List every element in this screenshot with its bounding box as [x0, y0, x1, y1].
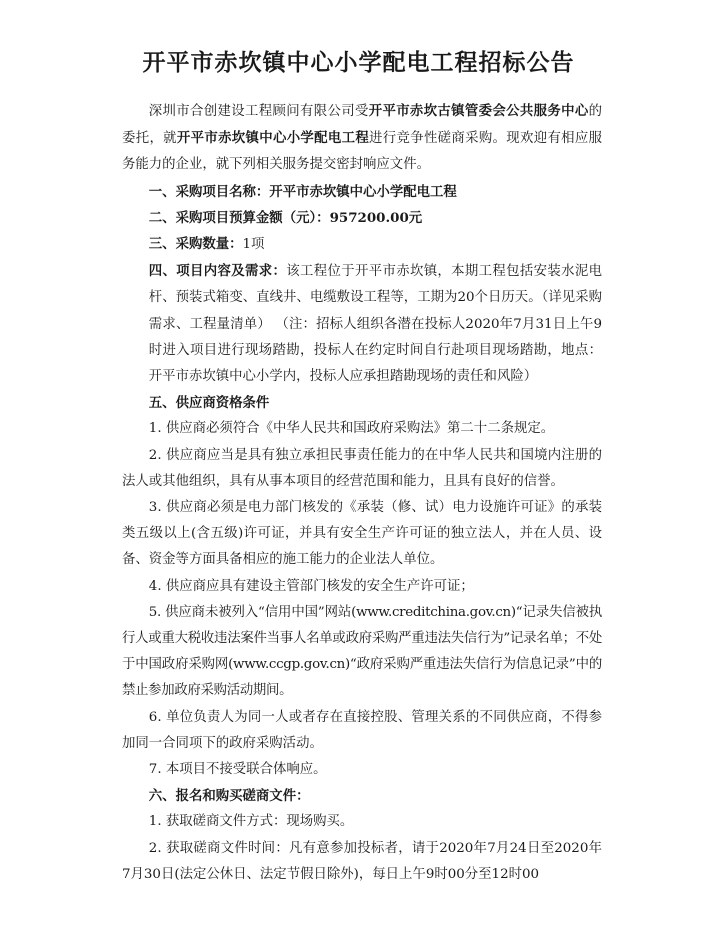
qualification-7: 7. 本项目不接受联合体响应。 [148, 762, 327, 778]
intro-agency: 开平市赤坎古镇管委会公共服务中心 [368, 103, 589, 119]
item-project-name: 一、采购项目名称：开平市赤坎镇中心小学配电工程 [148, 183, 457, 200]
document-body [122, 98, 602, 888]
intro-text-2: 的委托，就 [122, 104, 602, 147]
item-quantity [122, 231, 602, 258]
item-content-text: 该工程位于开平市赤坎镇，本期工程包括安装水泥电杆、预装式箱变、直线井、电缆敷设工程等，工期为20个日历天。（详见采购需求、工程量清单） （注：招标人组织各潜在投标人2020年7月31日上午9时进入项目进行现场踏勘，投标人在约定时间自行赴项目现场踏勘，地点：开平市赤坎镇中心小学内，投标人应承担踏勘现场的责任和风险） [148, 264, 603, 385]
registration-2: 2. 获取磋商文件时间：凡有意参加投标者，请于2020年7月24日至2020年7月30日(法定公休日、法定节假日除外)，每日上午9时00分至12时00 [122, 840, 602, 882]
intro-text-3: 进行竞争性磋商采购。现欢迎有相应服务能力的企业，就下列相关服务提交密封响应文件。 [122, 131, 603, 173]
item-quantity-label: 三、采购数量： [148, 236, 243, 253]
item-content-label: 四、项目内容及需求： [148, 263, 287, 280]
qualification-1: 1. 供应商必须符合《中华人民共和国政府采购法》第二十二条规定。 [148, 421, 555, 437]
item-quantity-value: 1项 [242, 237, 265, 253]
intro-paragraph [122, 98, 602, 179]
registration-1: 1. 获取磋商文件方式：现场购买。 [148, 814, 354, 830]
document-title: 开平市赤坎镇中心小学配电工程招标公告 [142, 50, 575, 76]
qualification-5: 5. 供应商未被列入“信用中国”网站(www.creditchina.gov.cn)“记录失信被执行人或重大税收违法案件当事人名单或政府采购严重违法失信行为”记录名单；不处于中国政府采购网(www.ccgp.gov.cn)“政府采购严重违法失信行为信息记录”中的禁止参加政府采购活动期间。 [122, 604, 602, 699]
section5-heading: 五、供应商资格条件 [148, 395, 270, 412]
qualification-3: 3. 供应商必须是电力部门核发的《承装（修、试）电力设施许可证》的承装类五级以上(含五级)许可证，并具有安全生产许可证的独立法人，并在人员、设备、资金等方面具备相应的施工能力的企业法人单位。 [122, 500, 602, 568]
qualification-2: 2. 供应商应当是具有独立承担民事责任能力的在中华人民共和国境内注册的法人或其他组织，具有从事本项目的经营范围和能力，且具有良好的信誉。 [122, 447, 602, 489]
section6-heading: 六、报名和购买磋商文件： [148, 788, 310, 805]
intro-project: 开平市赤坎镇中心小学配电工程 [176, 130, 370, 147]
qualification-4: 4. 供应商应具有建设主管部门核发的安全生产许可证； [148, 578, 474, 594]
intro-text-1: 深圳市合创建设工程顾问有限公司受 [148, 104, 369, 119]
qualification-6: 6. 单位负责人为同一人或者存在直接控股、管理关系的不同供应商，不得参加同一合同项下的政府采购活动。 [122, 709, 602, 751]
item-budget: 二、采购项目预算金额（元）：957200.00元 [148, 209, 423, 226]
item-content [122, 258, 602, 390]
